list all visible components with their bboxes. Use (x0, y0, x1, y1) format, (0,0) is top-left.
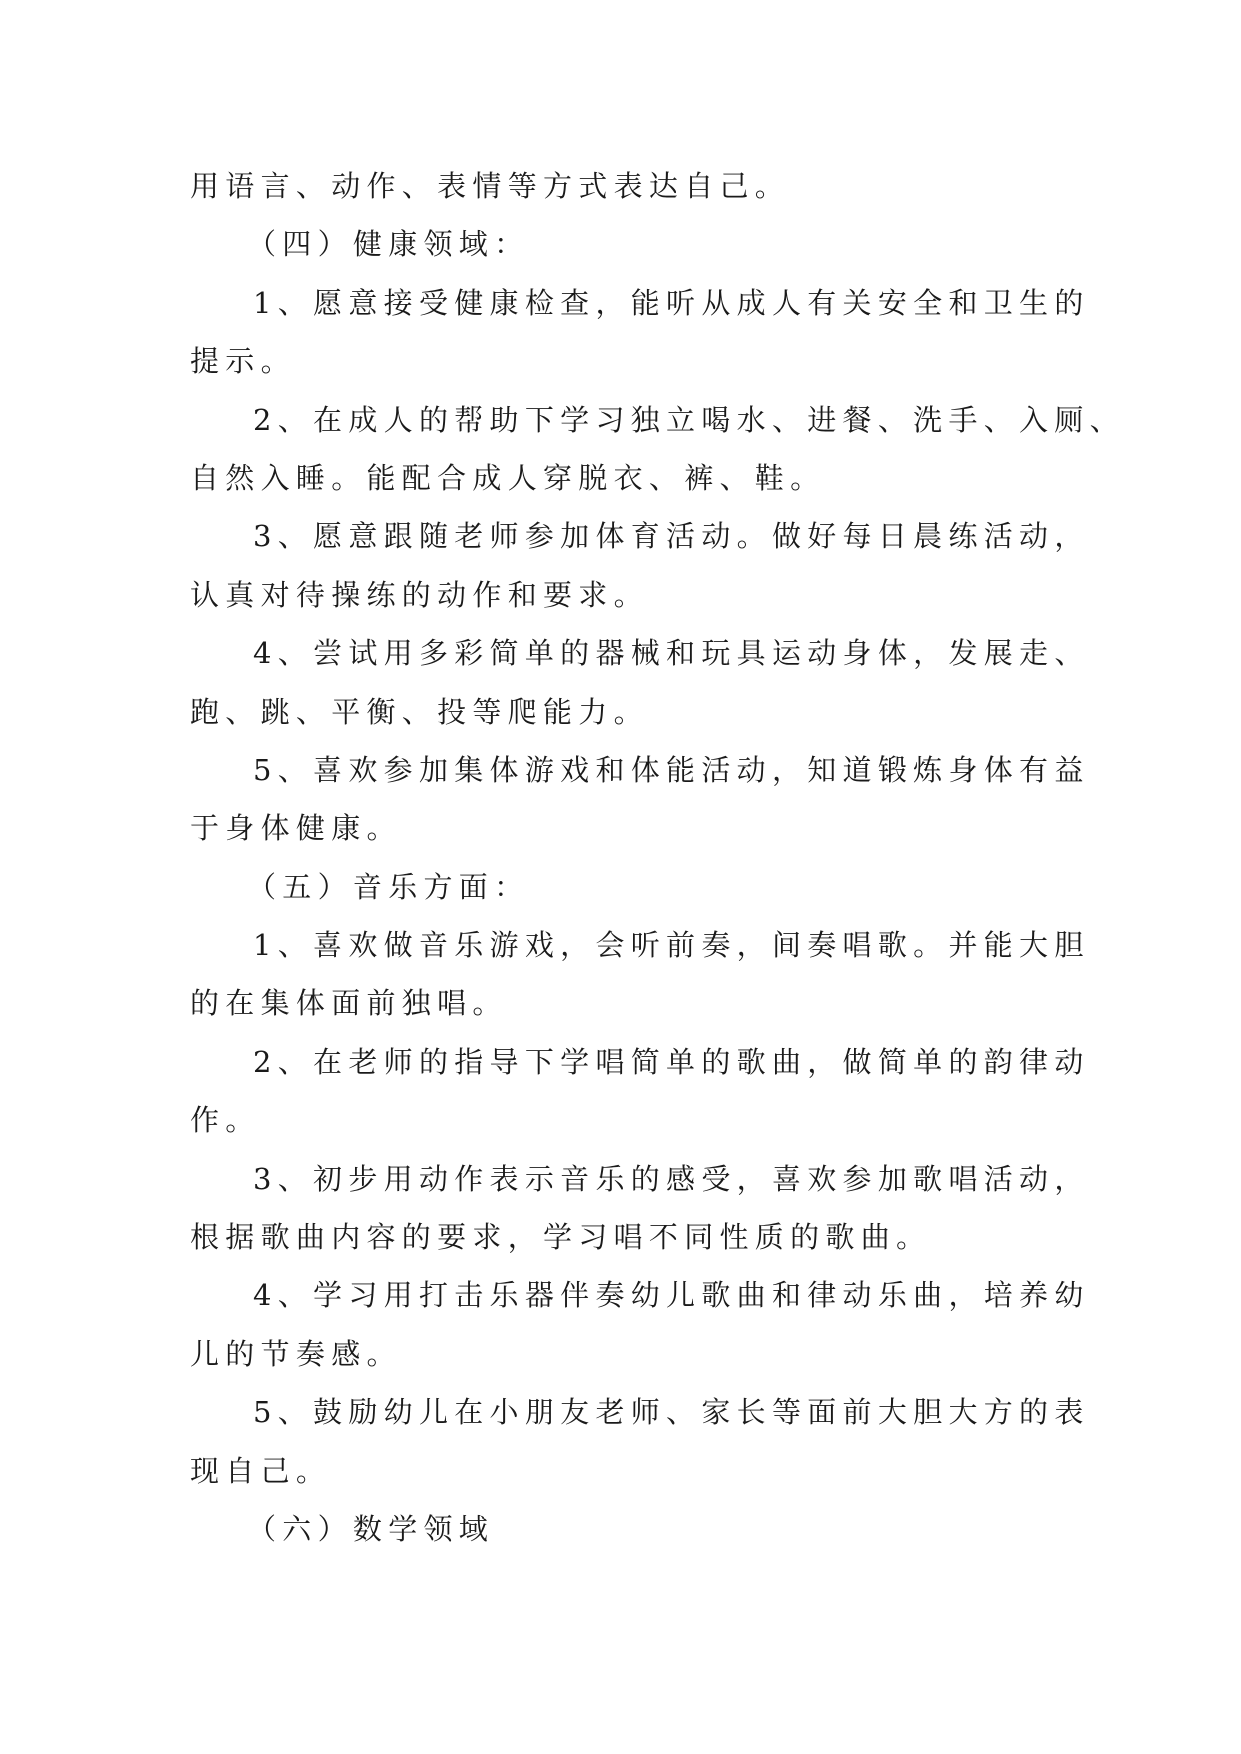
document-body (190, 157, 1125, 1558)
section-heading-music: （五）音乐方面： (247, 869, 530, 904)
text-line: 5、鼓励幼儿在小朋友老师、家长等面前大胆大方的表 (253, 1395, 1090, 1430)
text-line: 现自己。 (190, 1453, 332, 1488)
text-line: 认真对待操练的动作和要求。 (190, 577, 649, 612)
section-heading-health: （四）健康领域： (247, 227, 530, 262)
text-line: 5、喜欢参加集体游戏和体能活动，知道锻炼身体有益 (253, 752, 1090, 787)
text-line: 2、在老师的指导下学唱简单的歌曲，做简单的韵律动 (253, 1044, 1090, 1079)
text-line: 跑、跳、平衡、投等爬能力。 (190, 694, 649, 729)
text-line: 4、尝试用多彩简单的器械和玩具运动身体，发展走、 (253, 636, 1090, 671)
text-line: 2、在成人的帮助下学习独立喝水、进餐、洗手、入厕、 (253, 402, 1125, 437)
text-line: 提示。 (190, 344, 296, 379)
section-heading-math: （六）数学领域 (247, 1511, 495, 1546)
text-line: 用语言、动作、表情等方式表达自己。 (190, 169, 791, 203)
text-line: 3、初步用动作表示音乐的感受，喜欢参加歌唱活动， (253, 1161, 1090, 1196)
text-line: 的在集体面前独唱。 (190, 986, 508, 1021)
text-line: 自然入睡。能配合成人穿脱衣、裤、鞋。 (190, 460, 826, 495)
text-line: 1、愿意接受健康检查，能听从成人有关安全和卫生的 (253, 285, 1090, 320)
text-line: 于身体健康。 (190, 811, 402, 846)
text-line: 4、学习用打击乐器伴奏幼儿歌曲和律动乐曲，培养幼 (253, 1278, 1090, 1313)
text-line: 根据歌曲内容的要求，学习唱不同性质的歌曲。 (190, 1220, 932, 1255)
text-line: 作。 (190, 1103, 261, 1138)
text-line: 3、愿意跟随老师参加体育活动。做好每日晨练活动， (253, 519, 1090, 554)
text-line: 1、喜欢做音乐游戏，会听前奏，间奏唱歌。并能大胆 (253, 928, 1090, 963)
text-line: 儿的节奏感。 (190, 1336, 402, 1371)
